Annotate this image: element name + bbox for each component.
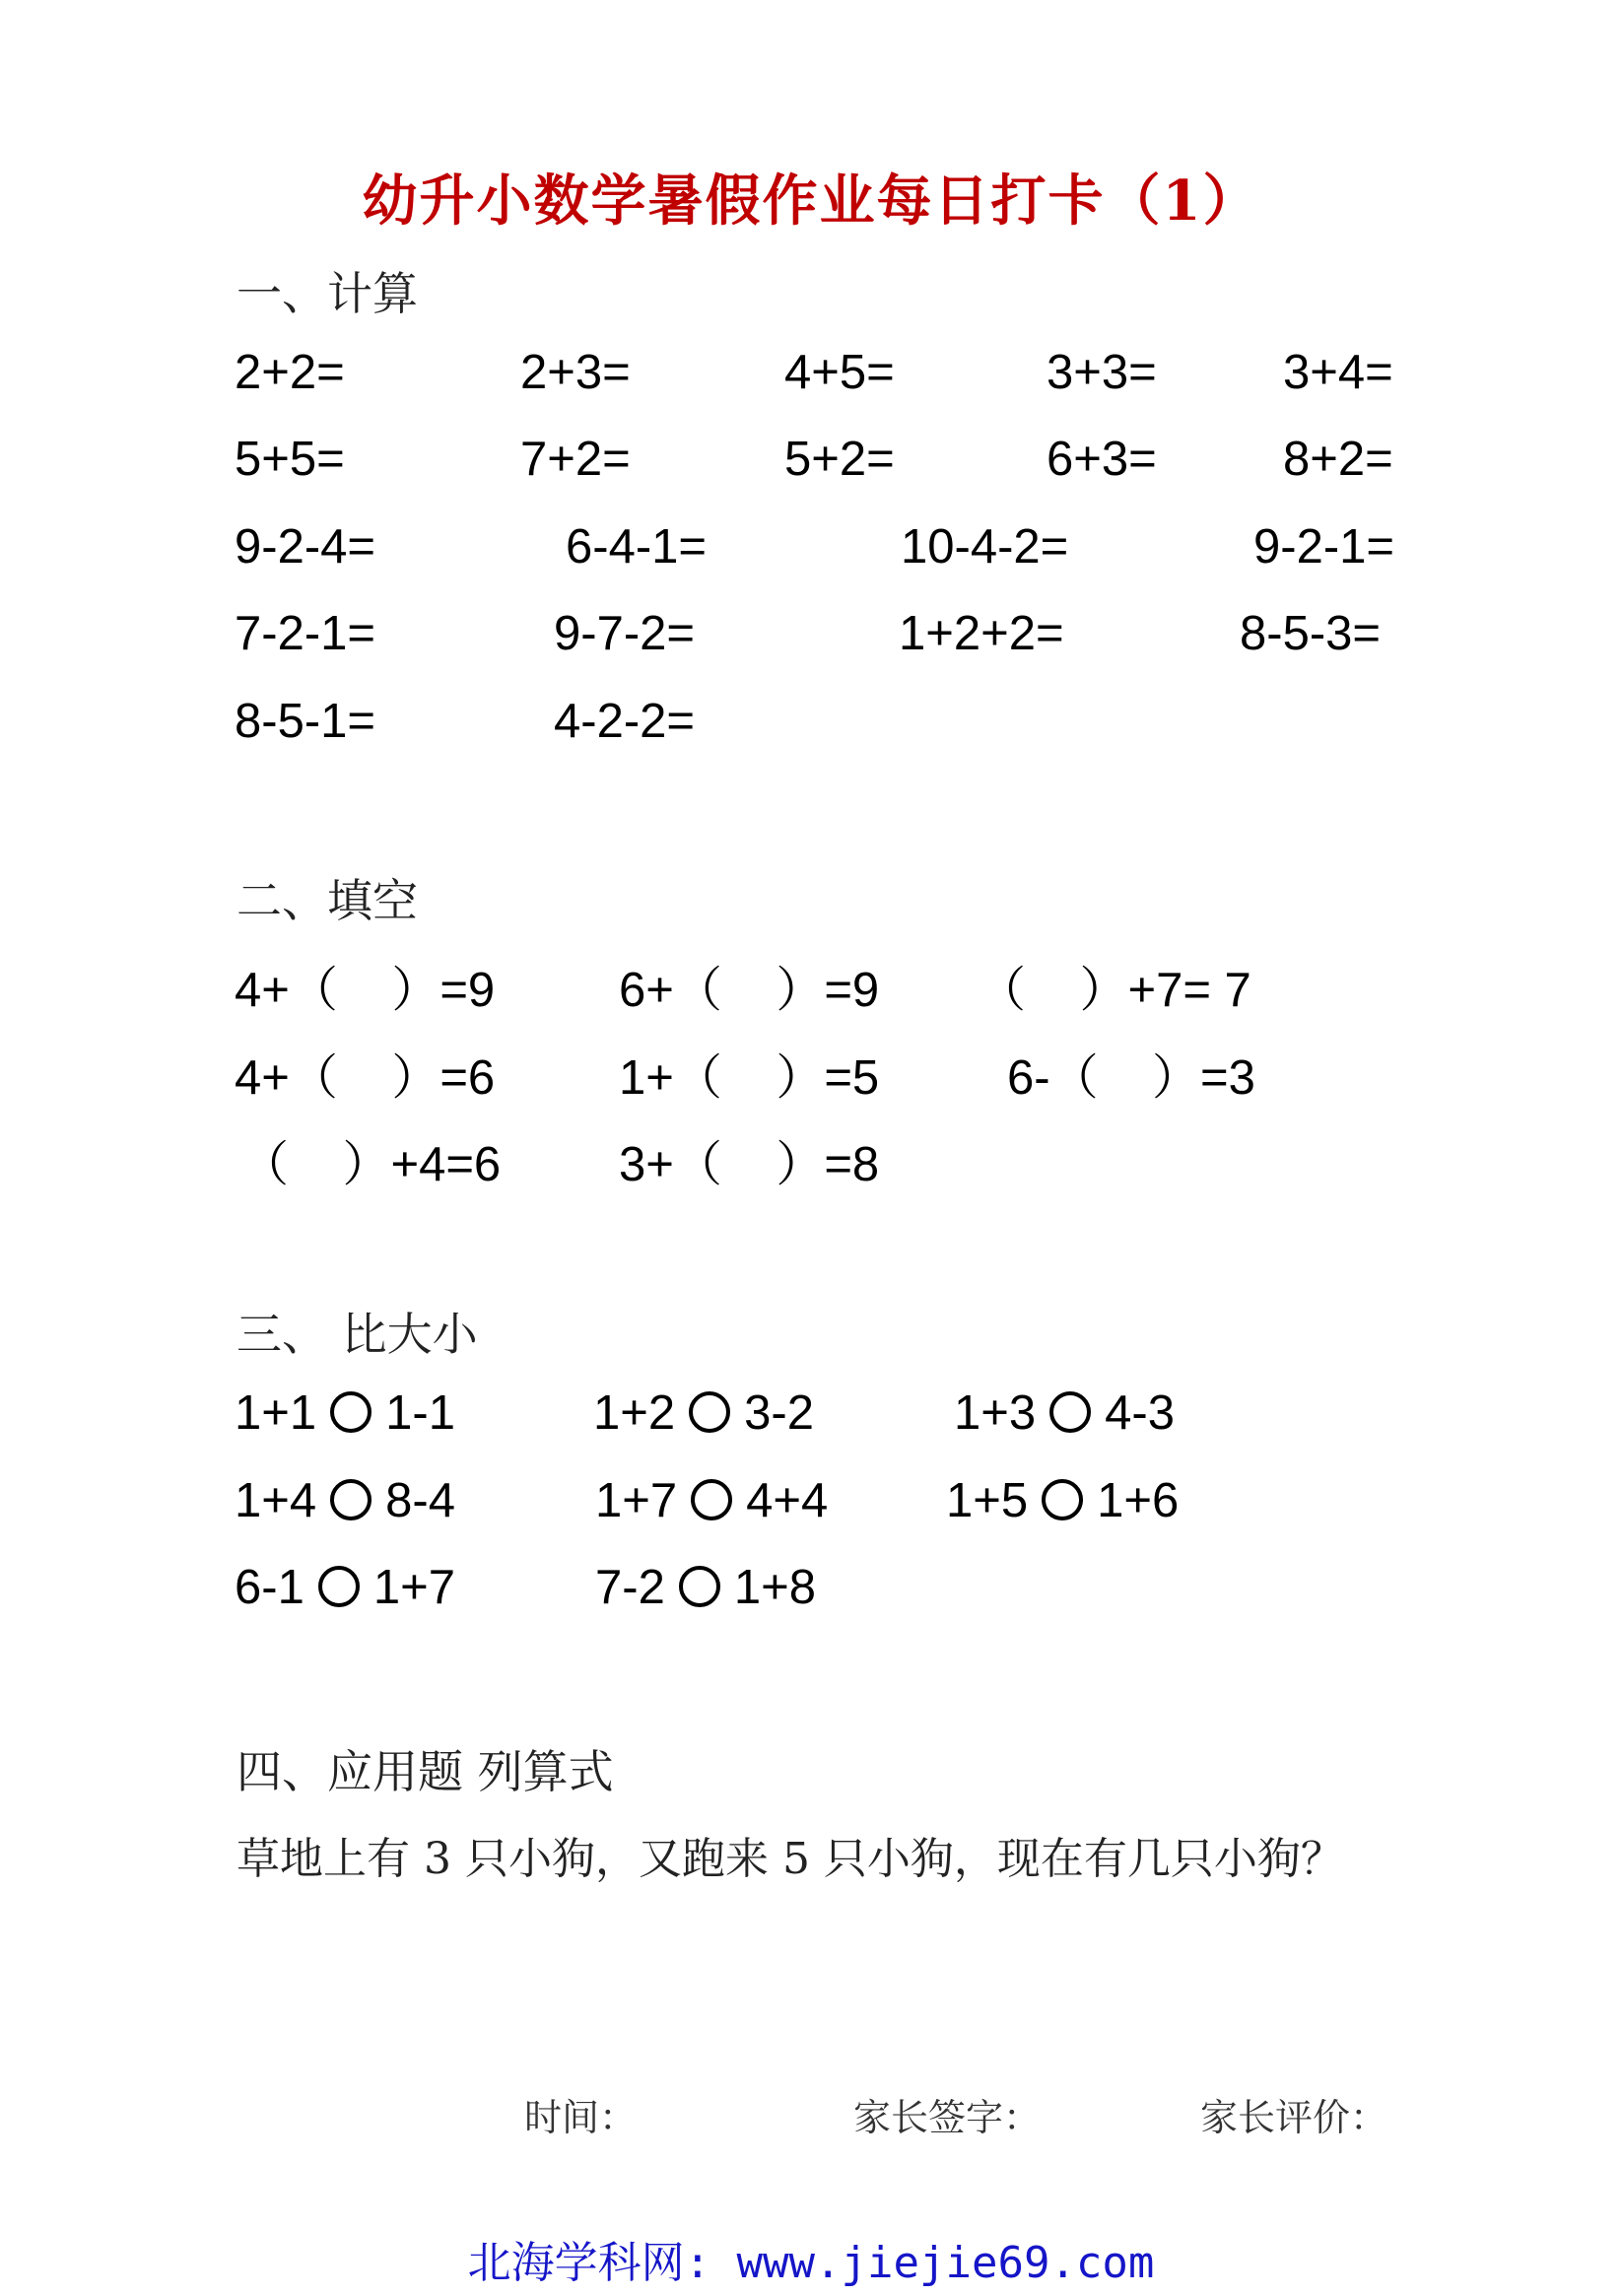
compare-right: 3-2 (744, 1386, 814, 1440)
calc-item: 9-2-1= (1253, 520, 1395, 574)
compare-right: 4+4 (746, 1474, 829, 1527)
section-heading-fill: 二、填空 (237, 874, 418, 927)
word-problem-text: 草地上有 3 只小狗，又跑来 5 只小狗，现在有几只小狗？ (237, 1834, 1344, 1884)
fill-item: 3+（ ）=8 (619, 1138, 880, 1191)
answer-circle[interactable] (679, 1566, 720, 1607)
calc-item: 5+5= (235, 433, 345, 486)
section-heading-calc: 一、计算 (237, 267, 418, 320)
compare-right: 1-1 (385, 1386, 455, 1440)
calc-item: 8-5-1= (235, 695, 376, 748)
calc-item: 8-5-3= (1240, 607, 1382, 660)
compare-right: 1+7 (372, 1561, 455, 1614)
parent-evaluation-label: 家长评价： (1200, 2096, 1388, 2139)
answer-circle[interactable] (318, 1566, 360, 1607)
compare-item (946, 1473, 1179, 1528)
compare-right: 1+6 (1097, 1474, 1180, 1527)
compare-left: 1+5 (946, 1474, 1029, 1527)
answer-circle[interactable] (330, 1391, 372, 1433)
compare-item (235, 1385, 455, 1441)
fill-item: 4+（ ）=9 (235, 964, 496, 1017)
calc-item: 7-2-1= (235, 607, 376, 660)
calc-item: 2+3= (520, 346, 631, 399)
fill-item: 1+（ ）=5 (619, 1051, 880, 1105)
compare-item (235, 1473, 455, 1528)
compare-left: 1+3 (954, 1386, 1037, 1440)
section-heading-compare: 三、 比大小 (237, 1308, 478, 1361)
fill-item: （ ）+7= 7 (978, 964, 1251, 1017)
compare-item (593, 1385, 814, 1441)
answer-circle[interactable] (691, 1479, 732, 1520)
calc-item: 8+2= (1283, 433, 1393, 486)
calc-item: 7+2= (520, 433, 631, 486)
calc-item: 10-4-2= (901, 520, 1069, 574)
calc-item: 2+2= (235, 346, 345, 399)
answer-circle[interactable] (1049, 1391, 1091, 1433)
calc-item: 6+3= (1047, 433, 1157, 486)
compare-left: 1+2 (593, 1386, 676, 1440)
site-watermark: 北海学科网: www.jiejie69.com (467, 2238, 1155, 2288)
compare-left: 6-1 (235, 1561, 304, 1614)
compare-left: 1+7 (595, 1474, 678, 1527)
section-heading-word-problem: 四、应用题 列算式 (237, 1745, 614, 1798)
time-label: 时间： (524, 2096, 638, 2139)
answer-circle[interactable] (689, 1391, 730, 1433)
compare-right: 1+8 (733, 1561, 816, 1614)
calc-item: 9-2-4= (235, 520, 376, 574)
calc-item: 4-2-2= (554, 695, 696, 748)
compare-item (595, 1560, 816, 1615)
fill-item: 6-（ ）=3 (1007, 1051, 1255, 1105)
compare-left: 1+1 (235, 1386, 317, 1440)
compare-right: 8-4 (385, 1474, 455, 1527)
compare-right: 4-3 (1105, 1386, 1175, 1440)
compare-left: 7-2 (595, 1561, 665, 1614)
calc-item: 6-4-1= (566, 520, 708, 574)
compare-left: 1+4 (235, 1474, 317, 1527)
calc-item: 3+3= (1047, 346, 1157, 399)
answer-circle[interactable] (330, 1479, 372, 1520)
compare-item (954, 1385, 1175, 1441)
calc-item: 5+2= (784, 433, 895, 486)
parent-signature-label: 家长签字： (853, 2096, 1042, 2139)
calc-item: 9-7-2= (554, 607, 696, 660)
calc-item: 3+4= (1283, 346, 1393, 399)
fill-item: 4+（ ）=6 (235, 1051, 496, 1105)
fill-item: 6+（ ）=9 (619, 964, 880, 1017)
compare-item (595, 1473, 828, 1528)
compare-item (235, 1560, 455, 1615)
answer-circle[interactable] (1042, 1479, 1083, 1520)
page-title: 幼升小数学暑假作业每日打卡（1） (362, 169, 1260, 234)
calc-item: 4+5= (784, 346, 895, 399)
calc-item: 1+2+2= (899, 607, 1064, 660)
fill-item: （ ）+4=6 (240, 1138, 502, 1191)
